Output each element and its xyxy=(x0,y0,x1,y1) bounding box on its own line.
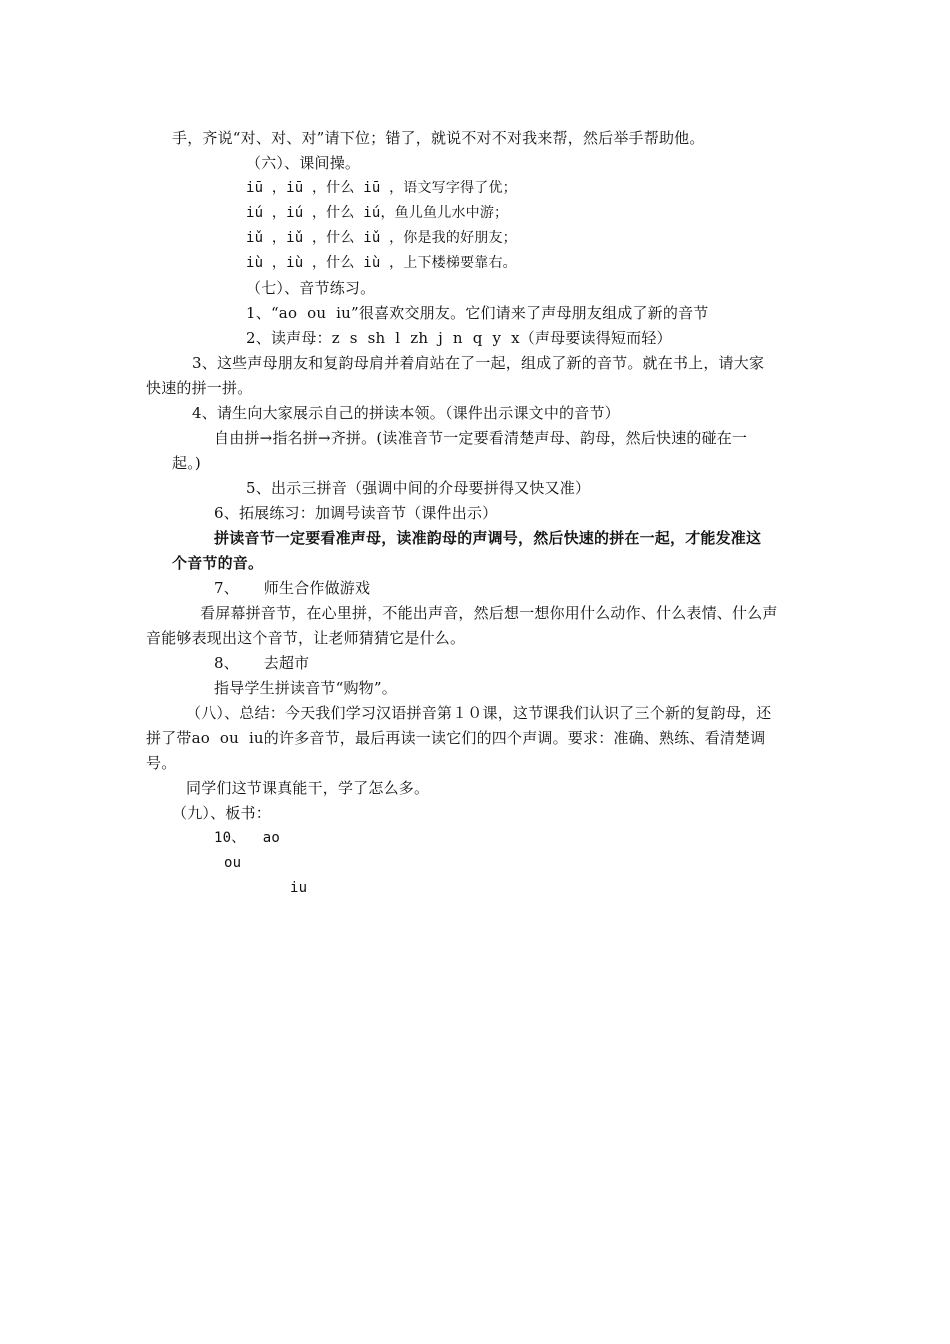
text-line: 指导学生拼读音节“购物”。 xyxy=(214,679,397,697)
board-line: 10、 ao xyxy=(214,830,280,846)
text-line: 5、出示三拼音（强调中间的介母要拼得又快又准） xyxy=(246,479,591,497)
text-line: 3、这些声母朋友和复韵母肩并着肩站在了一起，组成了新的音节。就在书上，请大家 xyxy=(192,354,765,372)
text-line: 7、 师生合作做游戏 xyxy=(214,579,371,597)
text-line: 4、请生向大家展示自己的拼读本领。（课件出示课文中的音节） xyxy=(192,404,620,422)
section-heading-9: （九）、板书： xyxy=(172,804,271,822)
text-line: 号。 xyxy=(146,754,177,772)
text-line: 2、读声母：z s sh l zh j n q y x（声母要读得短而轻） xyxy=(246,329,672,347)
text-line: 8、 去超市 xyxy=(214,654,310,672)
text-line: 快速的拼一拼。 xyxy=(146,379,253,397)
section-heading-7: （七）、音节练习。 xyxy=(246,279,376,297)
text-line: iū ，iū ，什么 iū ，语文写字得了优； xyxy=(246,180,517,196)
text-line: 自由拼→指名拼→齐拼。(读准音节一定要看清楚声母、韵母，然后快速的碰在一 xyxy=(214,429,748,447)
section-heading-6: （六）、课间操。 xyxy=(246,154,361,172)
text-line: 拼了带ao ou iu的许多音节，最后再读一读它们的四个声调。要求：准确、熟练、看清楚调 xyxy=(146,729,766,747)
text-line: iù ，iù ，什么 iù ，上下楼梯要靠右。 xyxy=(246,255,517,271)
text-line: 1、“ao ou iu”很喜欢交朋友。它们请来了声母朋友组成了新的音节 xyxy=(246,304,709,322)
text-line: iǔ ，iǔ ，什么 iǔ ，你是我的好朋友； xyxy=(246,230,517,246)
text-line: 音能够表现出这个音节，让老师猜猜它是什么。 xyxy=(146,629,466,647)
board-line: iu xyxy=(290,880,308,896)
text-line: 手，齐说“对、对、对”请下位；错了，就说不对不对我来帮，然后举手帮助他。 xyxy=(172,129,705,147)
bold-text-line: 个音节的音。 xyxy=(172,554,264,572)
board-line: ou xyxy=(224,855,242,871)
bold-text-line: 拼读音节一定要看准声母，读准韵母的声调号，然后快速的拼在一起，才能发准这 xyxy=(214,529,762,547)
text-line: 6、拓展练习：加调号读音节（课件出示） xyxy=(214,504,498,522)
text-line: 起。) xyxy=(172,454,201,472)
text-line: iú ，iú ，什么 iú，鱼儿鱼儿水中游； xyxy=(246,205,509,221)
text-line: 看屏幕拼音节，在心里拼，不能出声音，然后想一想你用什么动作、什么表情、什么声 xyxy=(200,604,778,622)
text-line: 同学们这节课真能干，学了怎么多。 xyxy=(186,779,430,797)
section-heading-8: （八）、总结：今天我们学习汉语拼音第１０课，这节课我们认识了三个新的复韵母，还 xyxy=(186,704,772,722)
